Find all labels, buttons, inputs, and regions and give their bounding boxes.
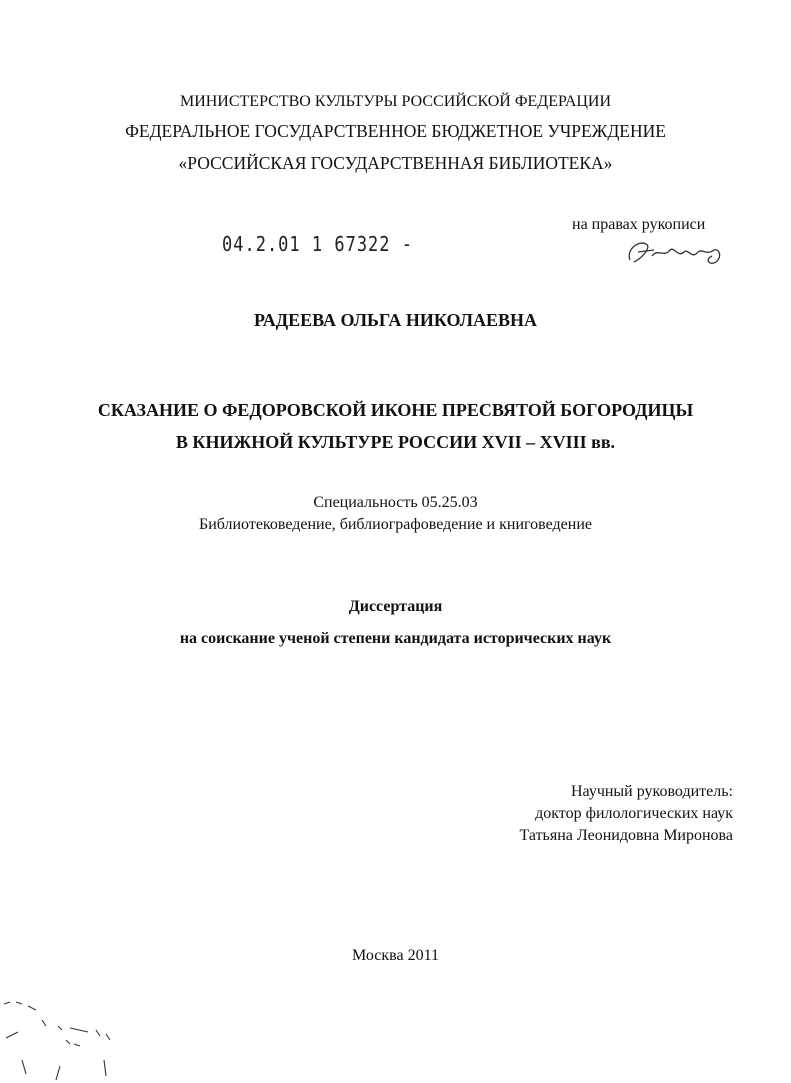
scan-marks-icon bbox=[0, 990, 130, 1083]
signature-icon bbox=[624, 236, 728, 270]
institution-heading: ФЕДЕРАЛЬНОЕ ГОСУДАРСТВЕННОЕ БЮДЖЕТНОЕ УЧРЕЖДЕНИЕ bbox=[125, 121, 666, 141]
library-heading: «РОССИЙСКАЯ ГОСУДАРСТВЕННАЯ БИБЛИОТЕКА» bbox=[178, 153, 613, 173]
dissertation-degree: на соискание ученой степени кандидата исторических наук bbox=[179, 630, 612, 647]
rights-note: на правах рукописи bbox=[572, 216, 706, 233]
supervisor-name: Татьяна Леонидовна Миронова bbox=[519, 827, 733, 844]
specialty-code: Специальность 05.25.03 bbox=[313, 494, 478, 511]
author-name: РАДЕЕВА ОЛЬГА НИКОЛАЕВНА bbox=[254, 310, 537, 330]
dissertation-type: Диссертация bbox=[348, 598, 443, 615]
ministry-heading: МИНИСТЕРСТВО КУЛЬТУРЫ РОССИЙСКОЙ ФЕДЕРАЦИИ bbox=[179, 93, 612, 110]
thesis-title-line2: В КНИЖНОЙ КУЛЬТУРЕ РОССИИ XVII – XVIII вв. bbox=[175, 432, 616, 452]
thesis-title-line1: СКАЗАНИЕ О ФЕДОРОВСКОЙ ИКОНЕ ПРЕСВЯТОЙ БОГОРОДИЦЫ bbox=[97, 400, 694, 420]
supervisor-degree: доктор филологических наук bbox=[535, 805, 733, 822]
specialty-name: Библиотековедение, библиографоведение и книговедение bbox=[199, 516, 592, 533]
city-year: Москва 2011 bbox=[352, 947, 439, 964]
registration-stamp: 04.2.01 1 67322 - bbox=[222, 233, 413, 257]
supervisor-label: Научный руководитель: bbox=[570, 783, 733, 800]
